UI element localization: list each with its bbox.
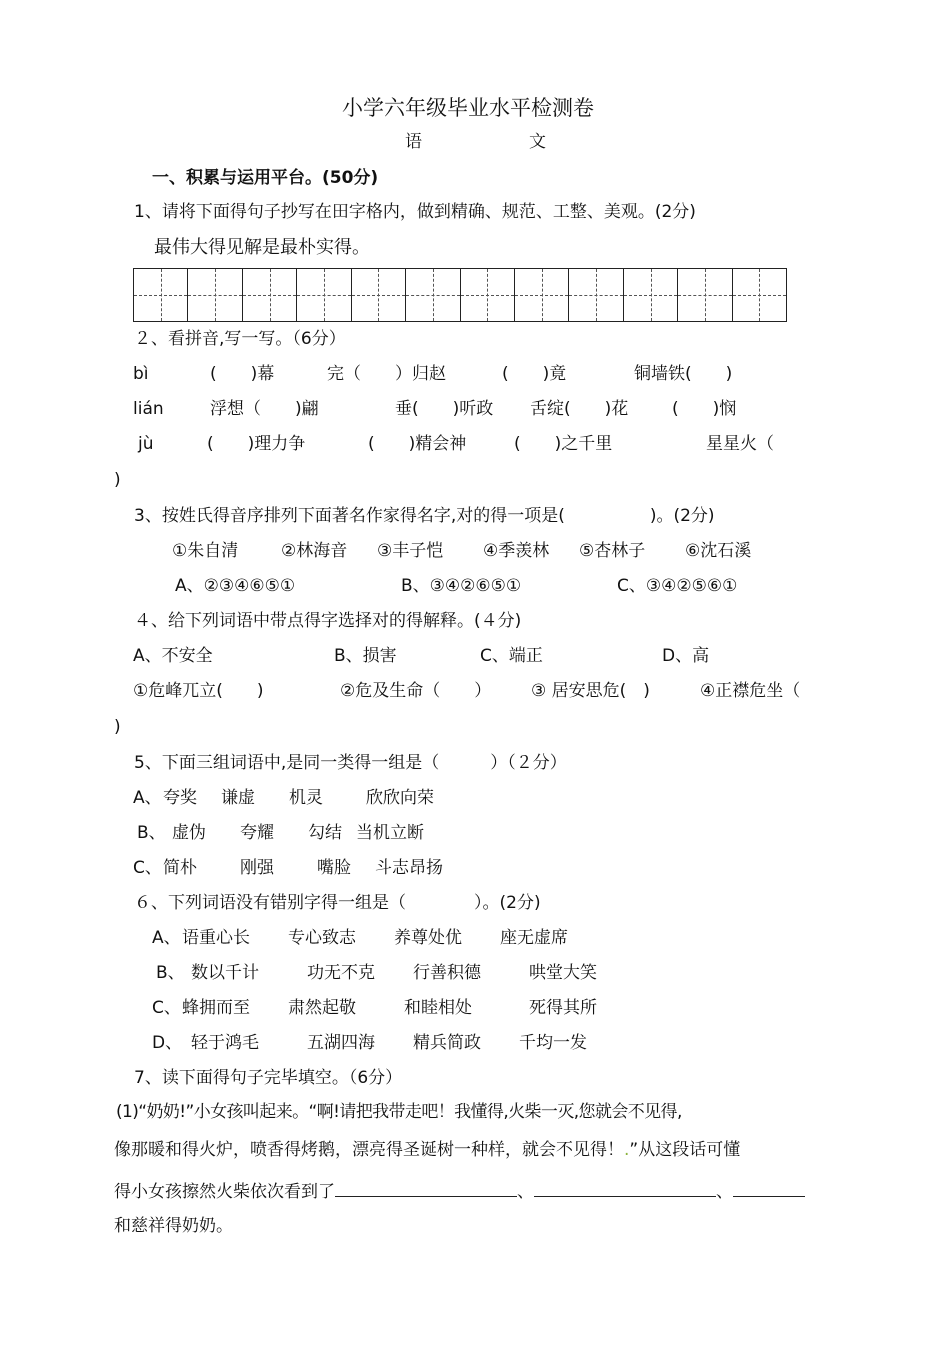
q6-word: 千均一发 bbox=[519, 1033, 587, 1053]
subject-label-right: 文 bbox=[529, 132, 546, 152]
separator: 、 bbox=[517, 1182, 534, 1202]
q7-passage-text: ”从这段话可懂 bbox=[629, 1140, 741, 1160]
grid-cell[interactable] bbox=[569, 269, 623, 321]
grid-cell[interactable] bbox=[297, 269, 351, 321]
author-name: ③丰子恺 bbox=[377, 541, 444, 561]
q6-word: 专心致志 bbox=[288, 928, 356, 948]
q1-sentence: 最伟大得见解是最朴实得。 bbox=[154, 237, 370, 258]
author-name: ④季羡林 bbox=[483, 541, 550, 561]
author-name: ①朱自清 bbox=[172, 541, 239, 561]
q1-prompt: 1、请将下面得句子抄写在田字格内，做到精确、规范、工整、美观。(2分) bbox=[134, 202, 696, 222]
q2-row3-item: ( )理力争 bbox=[207, 434, 306, 454]
grid-cell[interactable] bbox=[406, 269, 460, 321]
q2-row2-item: 垂( )听政 bbox=[395, 399, 494, 419]
q7-passage-line: 和慈祥得奶奶。 bbox=[114, 1216, 233, 1236]
q6-word: 精兵简政 bbox=[413, 1033, 481, 1053]
q4-word: ④正襟危坐（ bbox=[700, 681, 801, 701]
q3-option[interactable]: B、③④②⑥⑤① bbox=[401, 576, 522, 596]
grid-cell[interactable] bbox=[188, 269, 242, 321]
q6-prompt: ６、下列词语没有错别字得一组是（ ）。(2分) bbox=[134, 893, 541, 913]
author-name: ⑤杏林子 bbox=[579, 541, 646, 561]
q7-passage-line: (1)“奶奶!”小女孩叫起来。“啊!请把我带走吧！我懂得,火柴一灭,您就会不见得, bbox=[116, 1102, 682, 1122]
marker-dot: . bbox=[624, 1140, 630, 1160]
q4-word: ①危峰兀立( ) bbox=[133, 681, 264, 701]
q6-group-label: D、 bbox=[152, 1033, 183, 1053]
page-title: 小学六年级毕业水平检测卷 bbox=[342, 96, 594, 120]
q6-word: 蜂拥而至 bbox=[182, 998, 250, 1018]
q5-word: 当机立断 bbox=[356, 823, 424, 843]
grid-cell[interactable] bbox=[515, 269, 569, 321]
q5-prompt: 5、下面三组词语中,是同一类得一组是（ ）（２分） bbox=[134, 753, 567, 773]
q4-prompt: ４、给下列词语中带点得字选择对的得解释。(４分) bbox=[134, 611, 522, 631]
grid-cell[interactable] bbox=[624, 269, 678, 321]
q5-word: 谦虚 bbox=[221, 788, 255, 808]
q2-row3-item: 星星火（ bbox=[706, 434, 774, 454]
q5-group-label: C、 bbox=[133, 858, 162, 878]
q5-word: 机灵 bbox=[289, 788, 323, 808]
q2-row3-item: ( )精会神 bbox=[368, 434, 467, 454]
q7-fill-line bbox=[114, 1178, 805, 1203]
q4-meaning: C、端正 bbox=[480, 646, 543, 666]
q6-word: 行善积德 bbox=[413, 963, 481, 983]
q4-meaning: D、高 bbox=[662, 646, 710, 666]
q6-word: 语重心长 bbox=[182, 928, 250, 948]
q5-group-label: A、 bbox=[133, 788, 162, 808]
q3-option[interactable]: A、②③④⑥⑤① bbox=[175, 576, 296, 596]
answer-blank[interactable] bbox=[335, 1178, 517, 1197]
q2-row2-item: ( )悯 bbox=[672, 399, 737, 419]
q6-word: 功无不克 bbox=[307, 963, 375, 983]
q6-word: 和睦相处 bbox=[404, 998, 472, 1018]
grid-cell[interactable] bbox=[352, 269, 406, 321]
grid-cell[interactable] bbox=[134, 269, 188, 321]
grid-cell[interactable] bbox=[461, 269, 515, 321]
tianzige-grid bbox=[133, 268, 787, 322]
q2-row3-wrap: ) bbox=[114, 470, 121, 490]
q6-group-label: B、 bbox=[156, 963, 185, 983]
q4-word: ②危及生命（ ） bbox=[340, 681, 492, 701]
q6-word: 轻于鸿毛 bbox=[191, 1033, 259, 1053]
q6-group-label: A、 bbox=[152, 928, 181, 948]
q2-prompt: ２、看拼音,写一写。（6分） bbox=[134, 329, 346, 349]
q5-word: 勾结 bbox=[308, 823, 342, 843]
q2-row2-item: 浮想（ )翩 bbox=[210, 399, 319, 419]
q5-word: 夸耀 bbox=[240, 823, 274, 843]
q2-row1-item: ( )竟 bbox=[502, 364, 567, 384]
q6-word: 死得其所 bbox=[529, 998, 597, 1018]
q5-group-label: B、 bbox=[137, 823, 166, 843]
subject-label-left: 语 bbox=[405, 132, 422, 152]
q6-word: 哄堂大笑 bbox=[529, 963, 597, 983]
q5-word: 刚强 bbox=[240, 858, 274, 878]
q2-row1-item: 铜墙铁( ) bbox=[634, 364, 733, 384]
q2-row1-item: ( )幕 bbox=[210, 364, 275, 384]
q6-word: 养尊处优 bbox=[394, 928, 462, 948]
q3-option[interactable]: C、③④②⑤⑥① bbox=[617, 576, 738, 596]
pinyin-bi: bì bbox=[133, 364, 149, 384]
q5-word: 欣欣向荣 bbox=[366, 788, 434, 808]
q5-word: 简朴 bbox=[163, 858, 197, 878]
separator: 、 bbox=[716, 1182, 733, 1202]
section-heading: 一、积累与运用平台。(50分) bbox=[152, 168, 379, 188]
q6-word: 肃然起敬 bbox=[288, 998, 356, 1018]
pinyin-lian: lián bbox=[133, 399, 164, 419]
q6-word: 座无虚席 bbox=[500, 928, 568, 948]
q2-row3-item: ( )之千里 bbox=[514, 434, 613, 454]
q4-meaning: B、损害 bbox=[334, 646, 397, 666]
grid-cell[interactable] bbox=[243, 269, 297, 321]
q5-word: 嘴脸 bbox=[317, 858, 351, 878]
q5-word: 虚伪 bbox=[172, 823, 206, 843]
grid-cell[interactable] bbox=[678, 269, 732, 321]
q6-word: 数以千计 bbox=[191, 963, 259, 983]
q7-prompt: 7、读下面得句子完毕填空。（6分） bbox=[134, 1068, 403, 1088]
q3-prompt: 3、按姓氏得音序排列下面著名作家得名字,对的得一项是( )。(2分) bbox=[134, 506, 715, 526]
author-name: ⑥沈石溪 bbox=[685, 541, 752, 561]
q4-word: ③ 居安思危( ) bbox=[531, 681, 650, 701]
grid-cell[interactable] bbox=[733, 269, 786, 321]
q6-group-label: C、 bbox=[152, 998, 181, 1018]
author-name: ②林海音 bbox=[281, 541, 348, 561]
q4-wrap: ) bbox=[114, 717, 121, 737]
q2-row2-item: 舌绽( )花 bbox=[530, 399, 629, 419]
q5-word: 斗志昂扬 bbox=[375, 858, 443, 878]
q7-passage-text: 得小女孩擦然火柴依次看到了 bbox=[114, 1182, 335, 1202]
q7-passage-text: 像那暖和得火炉，喷香得烤鹅，漂亮得圣诞树一种样，就会不见得！ bbox=[114, 1140, 624, 1160]
answer-blank[interactable] bbox=[534, 1178, 716, 1197]
pinyin-ju: jù bbox=[138, 434, 154, 454]
q4-meaning: A、不安全 bbox=[133, 646, 213, 666]
q7-passage-line bbox=[114, 1139, 740, 1161]
answer-blank[interactable] bbox=[733, 1178, 805, 1197]
q6-word: 五湖四海 bbox=[307, 1033, 375, 1053]
q5-word: 夸奖 bbox=[163, 788, 197, 808]
q2-row1-item: 完（ ）归赵 bbox=[327, 364, 446, 384]
